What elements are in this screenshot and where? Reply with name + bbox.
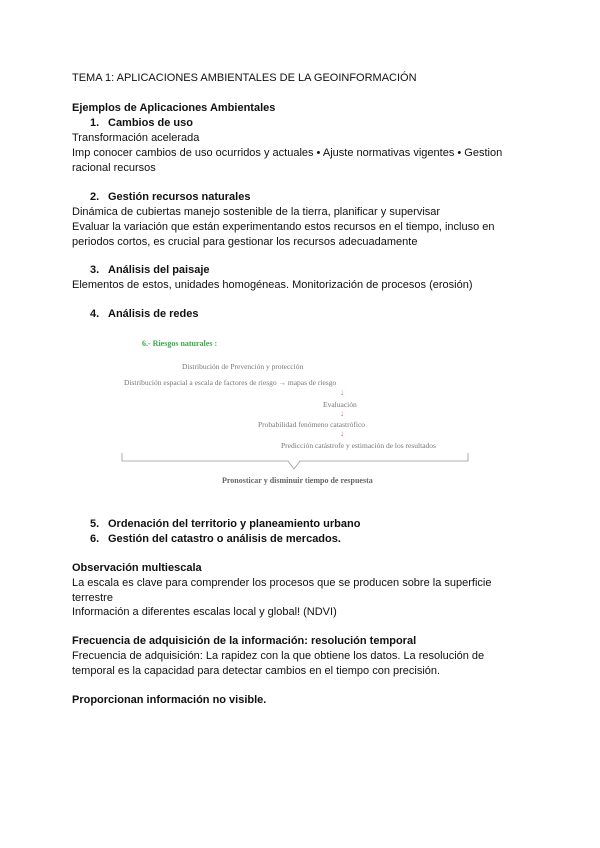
section-1-line-1: Transformación acelerada	[72, 132, 200, 144]
figure-caption: Pronosticar y disminuir tiempo de respuesta	[222, 476, 373, 485]
multiscale-line-3: Información a diferentes escalas local y global! (NDVI)	[72, 606, 337, 618]
section-1-line-2: Imp conocer cambios de uso ocurridos y actuales • Ajuste normativas vigentes • Gestion	[72, 147, 503, 159]
section-2-line-1: Dinámica de cubiertas manejo sostenible de la tierra, planificar y supervisar	[72, 206, 441, 218]
section-2-line-2: Evaluar la variación que están experimentando estos recursos en el tiempo, incluso en	[72, 221, 495, 233]
section-4-number: 4.	[90, 308, 100, 320]
frequency-heading: Frecuencia de adquisición de la información: resolución temporal	[72, 635, 417, 647]
section-2-line-3: periodos cortos, es crucial para gestionar los recursos adecuadamente	[72, 236, 418, 248]
frequency-line-2: temporal es la capacidad para detectar cambios en el tiempo con precisión.	[72, 665, 441, 677]
section-5-heading: Ordenación del territorio y planeamiento urbano	[108, 518, 361, 530]
section-2-number: 2.	[90, 191, 100, 203]
natural-risks-figure	[118, 333, 474, 493]
examples-heading: Ejemplos de Aplicaciones Ambientales	[72, 102, 276, 114]
figure-step-5: Predicción catástrofe y estimación de los resultados	[281, 441, 436, 450]
section-3-number: 3.	[90, 264, 100, 276]
frequency-line-1: Frecuencia de adquisición: La rapidez con la que obtiene los datos. La resolución de	[72, 650, 485, 662]
section-3-heading: Análisis del paisaje	[108, 264, 210, 276]
section-5-number: 5.	[90, 518, 100, 530]
figure-step-1: Distribución de Prevención y protección	[182, 362, 304, 371]
multiscale-line-2: terrestre	[72, 592, 113, 604]
down-arrow-icon: ↓	[340, 409, 344, 418]
multiscale-heading: Observación multiescala	[72, 562, 202, 574]
section-1-heading: Cambios de uso	[108, 117, 193, 129]
section-4-heading: Análisis de redes	[108, 308, 199, 320]
multiscale-line-1: La escala es clave para comprender los procesos que se producen sobre la superficie	[72, 577, 492, 589]
figure-step-4: Probabilidad fenómeno catastrófico	[258, 420, 366, 429]
section-2-heading: Gestión recursos naturales	[108, 191, 251, 203]
document-title: TEMA 1: APLICACIONES AMBIENTALES DE LA GEOINFORMACIÓN	[72, 72, 417, 84]
section-6-number: 6.	[90, 533, 100, 545]
section-3-line-1: Elementos de estos, unidades homogéneas. Monitorización de procesos (erosión)	[72, 279, 473, 291]
down-arrow-icon: ↓	[340, 388, 344, 397]
section-1-number: 1.	[90, 117, 100, 129]
section-6-heading: Gestión del catastro o análisis de mercados.	[108, 533, 341, 545]
down-arrow-icon: ↓	[340, 429, 344, 438]
brace-icon	[118, 451, 474, 475]
figure-title: 6.- Riesgos naturales :	[142, 339, 218, 348]
figure-step-3: Evaluación	[323, 400, 357, 409]
section-1-line-3: racional recursos	[72, 162, 156, 174]
closing-statement: Proporcionan información no visible.	[72, 694, 267, 706]
figure-step-2: Distribución espacial a escala de factores de riesgo → mapas de riesgo	[124, 378, 337, 387]
